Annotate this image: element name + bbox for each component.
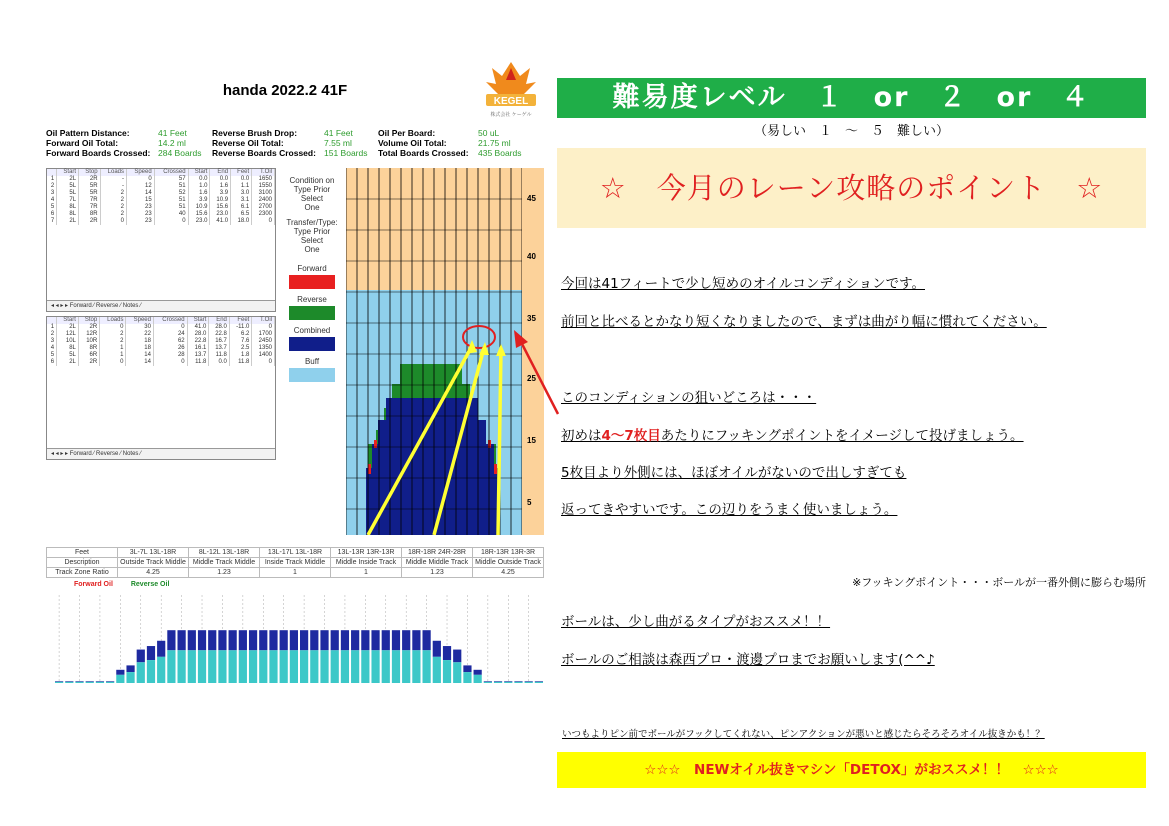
oil-bar-combined bbox=[433, 641, 441, 657]
text-line-1: 今回は41フィートで少し短めのオイルコンディションです。 bbox=[561, 276, 925, 292]
oil-bar-forward bbox=[504, 682, 512, 683]
oil-bar-combined bbox=[75, 681, 83, 682]
oil-bar-forward bbox=[433, 657, 441, 683]
forward-table-header-cell: Start bbox=[188, 169, 210, 176]
oil-bar-forward bbox=[331, 650, 339, 683]
oil-bar-forward bbox=[147, 660, 155, 683]
oil-bar-combined bbox=[463, 665, 471, 672]
oil-bar-forward bbox=[269, 650, 277, 683]
reverse-table-header-cell: Loads bbox=[100, 317, 126, 324]
text-line-6: 返ってきやすいです。この辺りをうまく使いましょう。 bbox=[561, 502, 898, 518]
legend-buff-swatch bbox=[289, 368, 335, 382]
lane-oil-graph bbox=[346, 168, 522, 535]
oil-bar-combined bbox=[331, 630, 339, 650]
oil-bar-combined bbox=[392, 630, 400, 650]
condition-labels: Condition on Type Prior Select One Transfer/Type: Type Prior Select One bbox=[286, 176, 338, 254]
reverse-table-row: 5 5L 6R 1 14 28 13.7 11.8 1.8 1400 bbox=[47, 352, 275, 359]
reverse-table-header-cell: Start bbox=[187, 317, 209, 324]
oil-bar-combined bbox=[86, 681, 94, 682]
oil-bar-forward bbox=[402, 650, 410, 683]
oil-bar-forward bbox=[290, 650, 298, 683]
forward-table-header-cell: Crossed bbox=[154, 169, 188, 176]
oil-bar-forward bbox=[514, 682, 522, 683]
oil-bar-combined bbox=[494, 681, 502, 682]
reverse-table-header-cell: Stop bbox=[78, 317, 99, 324]
legend-combined-swatch bbox=[289, 337, 335, 351]
forward-table-header-cell: T.Oil bbox=[252, 169, 275, 176]
oil-bar-combined bbox=[208, 630, 216, 650]
reverse-table-header-cell bbox=[47, 317, 57, 324]
forward-table-row: 4 7L 7R 2 15 51 3.9 10.9 3.1 2400 bbox=[47, 197, 275, 204]
forward-table-header-cell: Speed bbox=[127, 169, 155, 176]
oil-bar-forward bbox=[300, 650, 308, 683]
oil-removal-hint: いつもよりピン前でボールがフックしてくれない、ピンアクションが悪いと感じたらそろそろオイル抜きかも！？ bbox=[562, 729, 1045, 740]
oil-bar-forward bbox=[239, 650, 247, 683]
oil-bar-forward bbox=[351, 650, 359, 683]
oil-bar-forward bbox=[443, 660, 451, 683]
forward-table-row: 2 5L 5R - 12 51 1.0 1.6 1.1 1550 bbox=[47, 183, 275, 190]
forward-table-row: 7 2L 2R 0 23 0 23.0 41.0 18.0 0 bbox=[47, 218, 275, 225]
oil-bar-combined bbox=[361, 630, 369, 650]
text-line-5: 5枚目より外側には、ほぼオイルがないので出しすぎても bbox=[561, 465, 907, 481]
oil-bar-combined bbox=[402, 630, 410, 650]
oil-bar-combined bbox=[525, 681, 533, 682]
reverse-table-header-cell: Crossed bbox=[153, 317, 187, 324]
oil-bar-forward bbox=[535, 682, 543, 683]
forward-table-header-cell bbox=[47, 169, 57, 176]
oil-bar-combined bbox=[249, 630, 257, 650]
oil-bar-combined bbox=[218, 630, 226, 650]
oil-bar-combined bbox=[269, 630, 277, 650]
track-zone-row: Feet 3L-7L 13L-18R 8L-12L 13L-18R 13L-17L 13L-18R 13L-13R 13R-13R 18R-18R 24R-28R 18R-13R 13R-3R bbox=[47, 548, 544, 558]
text-line-3: このコンディションの狙いどころは・・・ bbox=[561, 390, 817, 406]
oil-bar-forward bbox=[249, 650, 257, 683]
difficulty-scale-note: （易しい １ ～ ５ 難しい） bbox=[753, 124, 949, 139]
oil-bar-forward bbox=[341, 650, 349, 683]
pointer-arrow bbox=[506, 326, 566, 418]
oil-bar-combined bbox=[484, 681, 492, 682]
oil-bar-forward bbox=[167, 650, 175, 683]
oil-bar-combined bbox=[504, 681, 512, 682]
track-zone-row: Description Outside Track Middle Middle Track Middle Inside Track Middle Middle Inside Track Middle Middle Track Middle Outside Track bbox=[47, 558, 544, 568]
bottom-legend-reverse: Reverse Oil bbox=[130, 581, 170, 588]
svg-text:株式会社 ケーゲル: 株式会社 ケーゲル bbox=[490, 112, 532, 118]
oil-bar-combined bbox=[535, 681, 543, 682]
track-zone-panel bbox=[46, 547, 544, 685]
oil-volume-bar-chart bbox=[54, 595, 544, 685]
reverse-table-header-cell: T.Oil bbox=[252, 317, 275, 324]
oil-bar-forward bbox=[361, 650, 369, 683]
kegel-logo bbox=[480, 58, 542, 120]
lane-feet-scale: 45 40 35 25 15 5 bbox=[522, 168, 544, 535]
oil-bar-forward bbox=[96, 682, 104, 683]
reverse-table-header-cell: End bbox=[209, 317, 230, 324]
legend-combined-label: Combined bbox=[293, 326, 331, 335]
oil-bar-combined bbox=[157, 641, 165, 657]
reverse-table-row: 3 10L 10R 2 18 62 22.8 16.7 7.6 2450 bbox=[47, 338, 275, 345]
reverse-table-header-cell: Start bbox=[57, 317, 79, 324]
forward-table-row: 6 8L 8R 2 23 40 15.6 23.0 6.5 2300 bbox=[47, 211, 275, 218]
oil-bar-forward bbox=[525, 682, 533, 683]
text-line-4: 初めは4～7枚目あたりにフッキングポイントをイメージして投げましょう。 bbox=[561, 428, 1024, 444]
oil-bar-combined bbox=[310, 630, 318, 650]
reverse-table-row: 4 8L 8R 1 18 26 16.1 13.7 2.5 1350 bbox=[47, 345, 275, 352]
text-line-2: 前回と比べるとかなり短くなりましたので、まずは曲がり幅に慣れてください。 bbox=[561, 314, 1047, 330]
difficulty-level-banner: 難易度レベル １ or ２ or ４ bbox=[557, 78, 1146, 118]
legend-forward-label: Forward bbox=[297, 264, 327, 273]
oil-bar-forward bbox=[484, 682, 492, 683]
legend-reverse-swatch bbox=[289, 306, 335, 320]
oil-bar-combined bbox=[229, 630, 237, 650]
oil-bar-combined bbox=[320, 630, 328, 650]
oil-bar-combined bbox=[106, 681, 114, 682]
forward-table-row: 3 5L 5R 2 14 52 1.6 3.9 3.0 3100 bbox=[47, 190, 275, 197]
oil-bar-forward bbox=[218, 650, 226, 683]
oil-bar-combined bbox=[290, 630, 298, 650]
oil-bar-forward bbox=[106, 682, 114, 683]
oil-bar-forward bbox=[280, 650, 288, 683]
oil-bar-combined bbox=[96, 681, 104, 682]
oil-bar-combined bbox=[126, 665, 134, 672]
oil-bar-combined bbox=[371, 630, 379, 650]
oil-bar-forward bbox=[55, 682, 63, 683]
forward-table-header-cell: Feet bbox=[231, 169, 252, 176]
reverse-sheet-tabs[interactable]: ◂ ◂ ▸ ▸ Forward ⁄ Reverse ⁄ Notes ⁄ bbox=[47, 448, 275, 459]
oil-bar-forward bbox=[188, 650, 196, 683]
oil-bar-combined bbox=[453, 650, 461, 663]
text-line-7: ボールは、少し曲がるタイプがおススメ！！ bbox=[561, 614, 831, 630]
track-zone-row: Track Zone Ratio 4.25 1.23 1 1 1.23 4.25 bbox=[47, 568, 544, 578]
oil-bar-forward bbox=[453, 662, 461, 683]
oil-bar-forward bbox=[259, 650, 267, 683]
forward-table-header-cell: Start bbox=[57, 169, 79, 176]
oil-bar-forward bbox=[412, 650, 420, 683]
oil-bar-forward bbox=[116, 675, 124, 683]
oil-bar-combined bbox=[341, 630, 349, 650]
oil-bar-combined bbox=[147, 646, 155, 660]
oil-bar-forward bbox=[65, 682, 73, 683]
oil-bar-forward bbox=[310, 650, 318, 683]
oil-bar-forward bbox=[86, 682, 94, 683]
logo-text: KEGEL bbox=[493, 96, 529, 107]
oil-bar-forward bbox=[178, 650, 186, 683]
oil-bar-combined bbox=[137, 650, 145, 663]
oil-bar-combined bbox=[474, 670, 482, 675]
legend-forward-swatch bbox=[289, 275, 335, 289]
oil-bar-combined bbox=[382, 630, 390, 650]
forward-table-row: 5 8L 7R 2 23 51 10.9 15.6 6.1 2700 bbox=[47, 204, 275, 211]
oil-bar-forward bbox=[463, 672, 471, 683]
reverse-table-header-cell: Speed bbox=[126, 317, 154, 324]
oil-bar-combined bbox=[55, 681, 63, 682]
oil-bar-combined bbox=[259, 630, 267, 650]
text-line-8: ボールのご相談は森西プロ・渡邊プロまでお願いします(^^♪ bbox=[561, 652, 935, 668]
forward-table-header-cell: Loads bbox=[100, 169, 126, 176]
oil-bar-combined bbox=[65, 681, 73, 682]
legend-reverse-label: Reverse bbox=[297, 295, 327, 304]
forward-table bbox=[46, 168, 276, 312]
reverse-table-row: 1 2L 2R 0 30 0 41.0 28.0 -11.0 0 bbox=[47, 324, 275, 331]
oil-bar-forward bbox=[126, 672, 134, 683]
oil-bar-combined bbox=[300, 630, 308, 650]
oil-bar-combined bbox=[198, 630, 206, 650]
oil-bar-combined bbox=[351, 630, 359, 650]
oil-legend bbox=[286, 264, 338, 388]
reverse-table bbox=[46, 316, 276, 460]
forward-sheet-tabs[interactable]: ◂ ◂ ▸ ▸ Forward ⁄ Reverse ⁄ Notes ⁄ bbox=[47, 300, 275, 311]
oil-bar-combined bbox=[188, 630, 196, 650]
board-range-highlight: 4～7枚目 bbox=[601, 428, 661, 444]
oil-bar-combined bbox=[178, 630, 186, 650]
pattern-summary: Oil Pattern Distance: 41 Feet Reverse Brush Drop: 41 Feet Oil Per Board: 50 uL Forward Oil Total: 14.2 ml Reverse Oil Total: 7.55 ml Volume Oil Total: 21.75 ml Forward Boards Crossed: 284 Boards Reverse Boards Crossed: 151 Boards Total Boards Crossed: 435 Boards bbox=[46, 128, 522, 158]
oil-bar-forward bbox=[208, 650, 216, 683]
pattern-title: handa 2022.2 41F bbox=[222, 82, 348, 99]
hook-point-footnote: ※フッキングポイント・・・ボールが一番外側に膨らむ場所 bbox=[852, 576, 1146, 589]
oil-bar-forward bbox=[137, 662, 145, 683]
reverse-table-row: 6 2L 2R 0 14 0 11.8 0.0 11.8 0 bbox=[47, 359, 275, 366]
forward-table-header-cell: End bbox=[210, 169, 231, 176]
oil-bar-combined bbox=[412, 630, 420, 650]
oil-bar-combined bbox=[116, 670, 124, 675]
oil-bar-forward bbox=[382, 650, 390, 683]
oil-bar-combined bbox=[239, 630, 247, 650]
oil-bar-combined bbox=[280, 630, 288, 650]
oil-bar-combined bbox=[514, 681, 522, 682]
forward-table-row: 1 2L 2R - 0 57 0.0 0.0 0.0 1650 bbox=[47, 176, 275, 183]
oil-bar-forward bbox=[474, 675, 482, 683]
forward-table-header-cell: Stop bbox=[79, 169, 100, 176]
lane-point-heading: ☆ 今月のレーン攻略のポイント ☆ bbox=[557, 148, 1146, 228]
oil-bar-forward bbox=[423, 650, 431, 683]
oil-bar-forward bbox=[229, 650, 237, 683]
oil-bar-combined bbox=[443, 646, 451, 660]
oil-bar-combined bbox=[167, 630, 175, 650]
oil-bar-forward bbox=[198, 650, 206, 683]
reverse-table-header-cell: Feet bbox=[229, 317, 251, 324]
bottom-legend-forward: Forward Oil bbox=[74, 581, 113, 588]
oil-bar-forward bbox=[75, 682, 83, 683]
oil-bar-forward bbox=[371, 650, 379, 683]
oil-bar-forward bbox=[320, 650, 328, 683]
legend-buff-label: Buff bbox=[304, 357, 320, 366]
reverse-table-row: 2 12L 12R 2 22 24 28.0 22.8 6.2 1700 bbox=[47, 331, 275, 338]
oil-bar-forward bbox=[157, 657, 165, 683]
oil-bar-forward bbox=[392, 650, 400, 683]
oil-bar-forward bbox=[494, 682, 502, 683]
oil-bar-combined bbox=[423, 630, 431, 650]
detox-promo-banner: ☆☆☆ NEWオイル抜きマシン「DETOX」がおススメ！！ ☆☆☆ bbox=[557, 752, 1146, 788]
